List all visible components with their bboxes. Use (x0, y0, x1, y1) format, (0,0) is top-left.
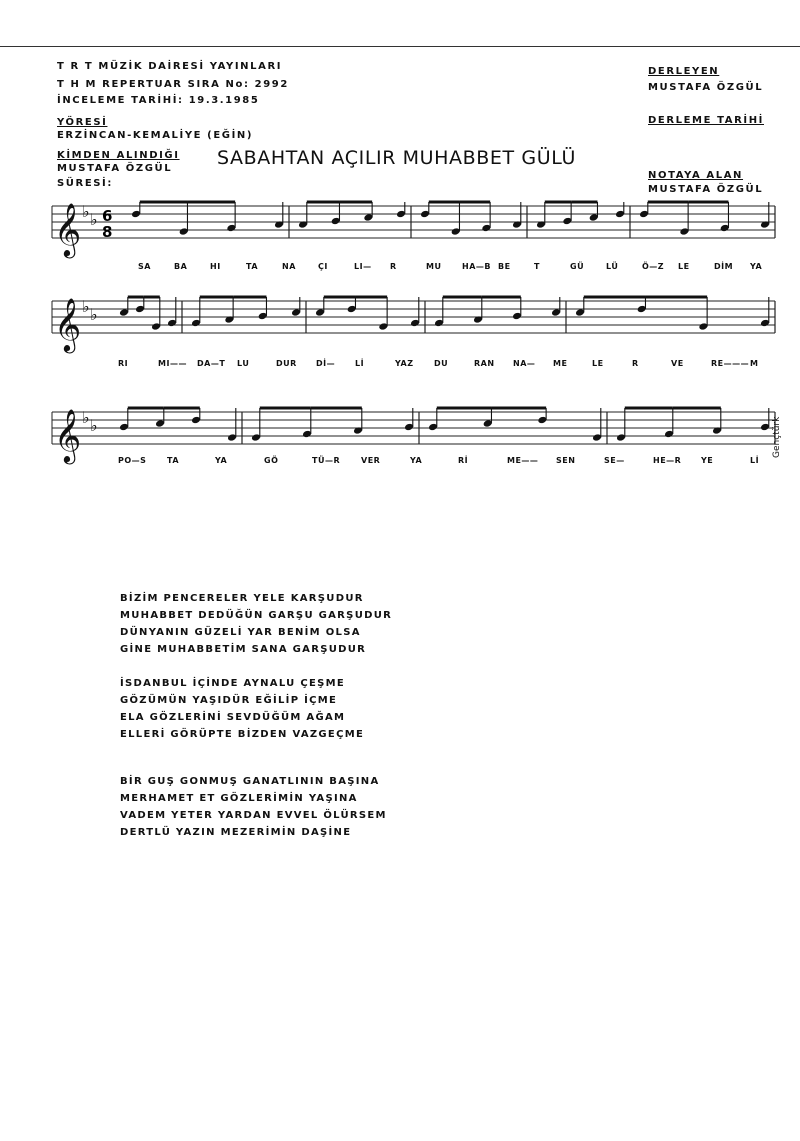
flat-sign: ♭ (90, 416, 98, 435)
source-label: KİMDEN ALINDIĞI (57, 150, 180, 161)
lyric-syllable: LÜ (606, 262, 619, 271)
flat-sign: ♭ (82, 408, 90, 427)
lyric-syllable: YAZ (395, 359, 414, 368)
verse-line: MERHAMET ET GÖZLERİMİN YAŞINA (120, 793, 358, 804)
lyric-syllable: Lİ (750, 456, 760, 465)
lyric-syllable: Dİ— (316, 359, 336, 368)
lyric-syllable: NA (282, 262, 296, 271)
review-date: İNCELEME TARİHİ: 19.3.1985 (57, 95, 260, 106)
verse-2 (120, 675, 364, 743)
verse-1 (120, 590, 392, 658)
music-notation (0, 0, 800, 520)
treble-clef: 𝄞 (54, 202, 82, 256)
lyric-syllable: TA (167, 456, 180, 465)
lyric-syllable: YA (215, 456, 228, 465)
time-signature: 8 (102, 223, 113, 241)
lyric-syllable: GÖ (264, 456, 279, 465)
lyric-syllable: BE (498, 262, 511, 271)
lyric-syllable: SA (138, 262, 151, 271)
lyric-syllable: RAN (474, 359, 495, 368)
lyric-syllable: ME—— (507, 456, 539, 465)
lyric-syllable: HI (210, 262, 221, 271)
song-title: SABAHTAN AÇILIR MUHABBET GÜLÜ (217, 147, 576, 169)
verse-line: MUHABBET DEDÜĞÜN GARŞU GARŞUDUR (120, 610, 393, 621)
verse-line: DÜNYANIN GÜZELİ YAR BENİM OLSA (120, 627, 361, 638)
source-value: MUSTAFA ÖZGÜL (57, 163, 173, 174)
lyric-syllable: RI (118, 359, 129, 368)
lyric-syllable: LE (592, 359, 604, 368)
lyric-syllable: DU (434, 359, 449, 368)
lyric-syllable: YA (410, 456, 423, 465)
verse-line: GİNE MUHABBETİM SANA GARŞUDUR (120, 644, 367, 655)
lyric-syllable: R (632, 359, 639, 368)
lyric-syllable: R (390, 262, 397, 271)
verse-line: GÖZÜMÜN YAŞIDÜR EĞİLİP İÇME (120, 695, 338, 706)
side-note: Gençtürk (772, 416, 782, 458)
verse-line: DERTLÜ YAZIN MEZERİMİN DAŞİNE (120, 827, 352, 838)
verse-3 (120, 773, 387, 841)
compiler-label: DERLEYEN (648, 66, 720, 77)
lyric-syllable: YE (701, 456, 714, 465)
time-signature: 6 (102, 207, 113, 225)
verse-line: BİZİM PENCERELER YELE KARŞUDUR (120, 593, 364, 604)
lyric-syllable: HA—B (462, 262, 491, 271)
lyric-syllable: VE (671, 359, 684, 368)
verse-line: BİR GUŞ GONMUŞ GANATLININ BAŞINA (120, 776, 380, 787)
treble-clef: 𝄞 (54, 408, 82, 462)
repertoire-number: T H M REPERTUAR SIRA No: 2992 (57, 79, 289, 90)
notation-label: NOTAYA ALAN (648, 170, 744, 181)
publisher-line: T R T MÜZİK DAİRESİ YAYINLARI (57, 61, 283, 72)
compiler-value: MUSTAFA ÖZGÜL (648, 82, 764, 93)
flat-sign: ♭ (90, 210, 98, 229)
verse-line: İSDANBUL İÇİNDE AYNALU ÇEŞME (120, 678, 345, 689)
lyric-syllable: YA (750, 262, 763, 271)
lyric-syllable: ÇI (318, 262, 328, 271)
flat-sign: ♭ (90, 305, 98, 324)
lyric-syllable: SEN (556, 456, 576, 465)
lyric-syllable: NA— (513, 359, 536, 368)
treble-clef: 𝄞 (54, 297, 82, 351)
region-label: YÖRESİ (57, 117, 108, 128)
compile-date-label: DERLEME TARİHİ (648, 115, 764, 126)
lyric-syllable: M (750, 359, 759, 368)
lyric-syllable: LU (237, 359, 250, 368)
lyric-syllable: DA—T (197, 359, 226, 368)
lyric-syllable: DİM (714, 262, 734, 271)
lyric-syllable: DUR (276, 359, 297, 368)
lyric-syllable: Ö—Z (642, 262, 665, 271)
lyric-syllable: RE——— (711, 359, 750, 368)
lyric-syllable: MI—— (158, 359, 187, 368)
region-value: ERZİNCAN-KEMALİYE (EĞİN) (57, 130, 254, 141)
verse-line: VADEM YETER YARDAN EVVEL ÖLÜRSEM (120, 810, 387, 821)
lyric-syllable: TA (246, 262, 259, 271)
notation-value: MUSTAFA ÖZGÜL (648, 184, 764, 195)
flat-sign: ♭ (82, 202, 90, 221)
verse-line: ELLERİ GÖRÜPTE BİZDEN VAZGEÇME (120, 729, 365, 740)
lyric-syllable: PO—S (118, 456, 147, 465)
lyric-syllable: Lİ (355, 359, 365, 368)
lyric-syllable: TÜ—R (312, 456, 341, 465)
lyric-syllable: HE—R (653, 456, 682, 465)
lyric-syllable: GÜ (570, 262, 585, 271)
duration-label: SÜRESİ: (57, 178, 113, 189)
flat-sign: ♭ (82, 297, 90, 316)
lyric-syllable: Rİ (458, 456, 469, 465)
lyric-syllable: MU (426, 262, 442, 271)
verse-line: ELA GÖZLERİNİ SEVDÜĞÜM AĞAM (120, 712, 346, 723)
lyric-syllable: T (534, 262, 540, 271)
lyric-syllable: VER (361, 456, 381, 465)
lyric-syllable: LI— (354, 262, 372, 271)
lyric-syllable: SE— (604, 456, 625, 465)
lyric-syllable: BA (174, 262, 188, 271)
lyric-syllable: ME (553, 359, 568, 368)
lyric-syllable: LE (678, 262, 690, 271)
